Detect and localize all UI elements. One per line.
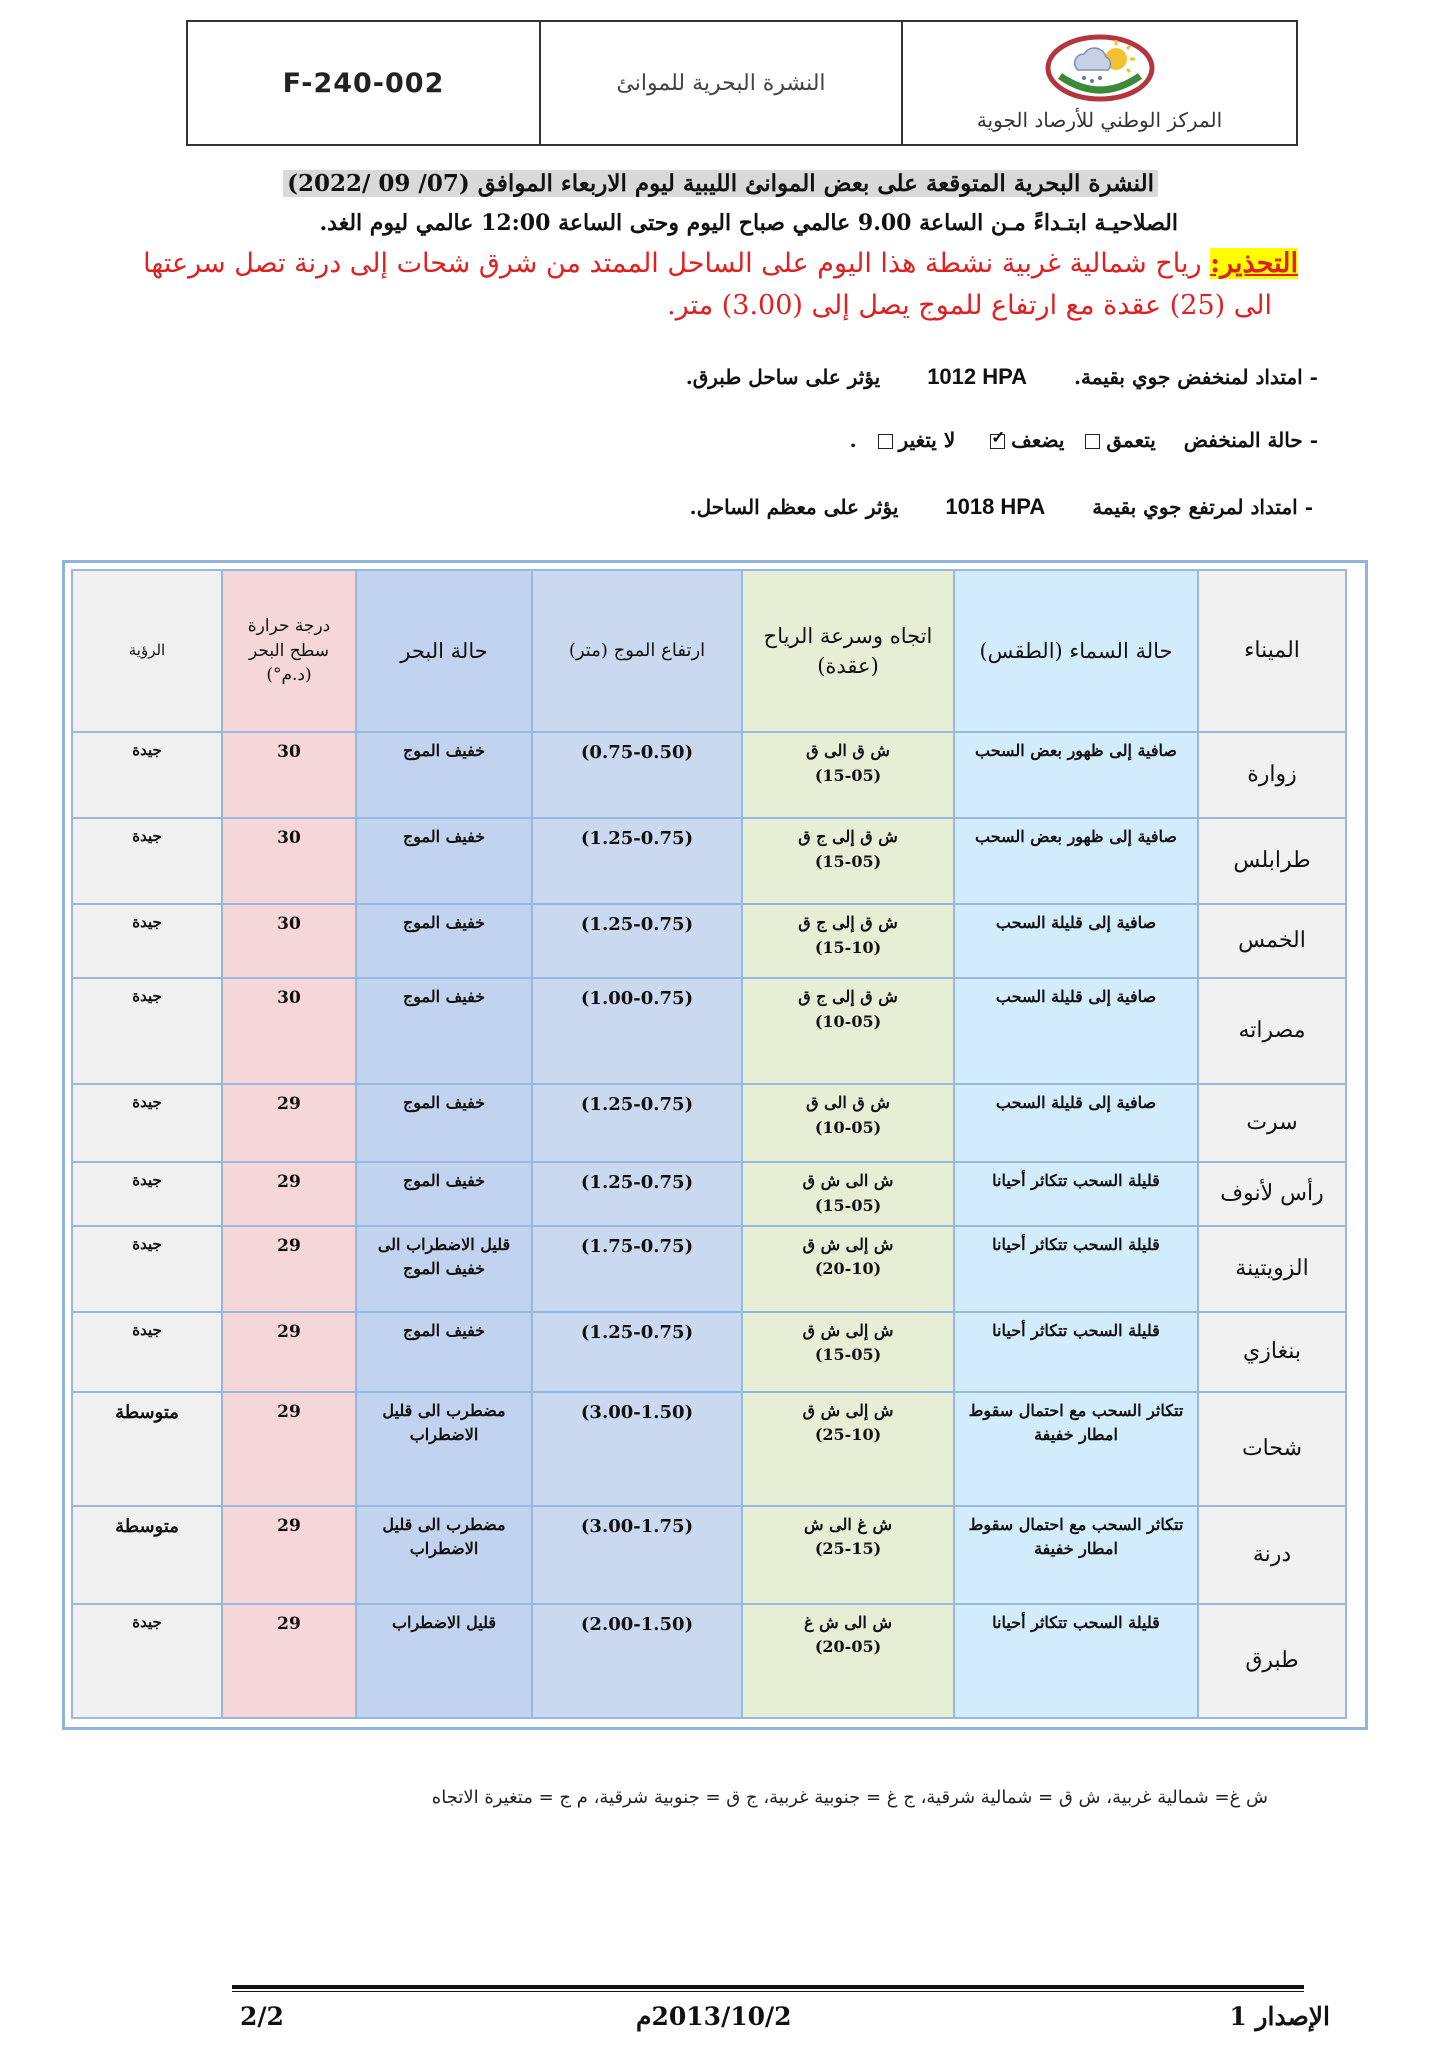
sea-temperature: 29 — [222, 1084, 356, 1162]
sea-state: خفيف الموج — [356, 732, 532, 818]
table-row — [72, 1506, 1346, 1604]
wind-speed: (20-10) — [814, 1259, 882, 1279]
low-suffix: يؤثر على ساحل طبرق. — [685, 365, 881, 389]
org-logo-icon — [1040, 34, 1160, 104]
org-cell — [901, 22, 1296, 144]
validity-line: الصلاحيـة ابتـداءً مـن الساعة 9.00 عالمي صباح اليوم وحتى الساعة 12:00 عالمي ليوم الغد. — [319, 210, 1178, 236]
wind-direction: ش ق الى ق — [806, 741, 890, 760]
table-row — [72, 1226, 1346, 1312]
wave-height: (1.75-0.75) — [580, 1235, 694, 1257]
high-value: 1018 HPA — [945, 494, 1046, 519]
sea-temperature: 29 — [222, 1226, 356, 1312]
header-sky: حالة السماء (الطقس) — [954, 570, 1198, 732]
sky-condition: صافية إلى قليلة السحب — [954, 904, 1198, 978]
visibility: جيدة — [72, 904, 222, 978]
wave-cell — [532, 1506, 742, 1604]
low-state-line — [850, 428, 1318, 452]
wave-height: (3.00-1.50) — [580, 1401, 694, 1423]
table-body — [72, 732, 1346, 1718]
port-name: رأس لأنوف — [1198, 1162, 1346, 1226]
wind-cell — [742, 732, 954, 818]
deepen-checkbox[interactable] — [1085, 434, 1100, 449]
forecast-table — [71, 569, 1347, 1719]
header-visibility: الرؤية — [72, 570, 222, 732]
wave-height: (1.25-0.75) — [580, 1321, 694, 1343]
wind-speed: (15-05) — [814, 765, 882, 785]
wind-direction: ش ق إلى ج ق — [798, 913, 898, 932]
wind-direction: ش الى ش ق — [802, 1171, 894, 1190]
table-row — [72, 732, 1346, 818]
header-port: الميناء — [1198, 570, 1346, 732]
sky-condition: قليلة السحب تتكاثر أحيانا — [954, 1604, 1198, 1718]
port-name: بنغازي — [1198, 1312, 1346, 1392]
warning-line-2: الى (25) عقدة مع ارتفاع للموج يصل إلى (3.00) متر. — [667, 290, 1272, 321]
sea-state: خفيف الموج — [356, 1084, 532, 1162]
org-name: المركز الوطني للأرصاد الجوية — [976, 108, 1223, 132]
wave-cell — [532, 1226, 742, 1312]
wind-cell — [742, 1392, 954, 1506]
visibility: متوسطة — [72, 1506, 222, 1604]
table-header-row — [72, 570, 1346, 732]
table-row — [72, 1392, 1346, 1506]
nochange-checkbox[interactable] — [878, 434, 893, 449]
port-name: الزويتينة — [1198, 1226, 1346, 1312]
sea-state: قليل الاضطراب — [356, 1604, 532, 1718]
state-weaken-label: يضعف — [1011, 428, 1065, 452]
state-deepen-label: يتعمق — [1106, 428, 1156, 452]
visibility: جيدة — [72, 732, 222, 818]
sky-condition: تتكاثر السحب مع احتمال سقوط امطار خفيفة — [954, 1392, 1198, 1506]
high-pressure-line — [690, 494, 1313, 520]
header-sea: حالة البحر — [356, 570, 532, 732]
footer-date: 2013/10/2م — [636, 2002, 792, 2031]
wind-direction: ش ق الى ق — [806, 1093, 890, 1112]
warning-line-1 — [143, 248, 1298, 279]
low-value: 1012 HPA — [927, 364, 1028, 389]
wind-speed: (10-05) — [814, 1117, 882, 1137]
wind-speed: (25-10) — [814, 1425, 882, 1445]
wind-cell — [742, 1312, 954, 1392]
footer-version: الإصدار 1 — [1229, 2002, 1330, 2031]
high-prefix: - امتداد لمرتفع جوي بقيمة — [1092, 495, 1313, 519]
wind-cell — [742, 818, 954, 904]
footer-rule — [232, 1985, 1304, 1989]
footer-page: 2/2 — [240, 2002, 284, 2031]
state-end: . — [849, 428, 857, 452]
sea-temperature: 30 — [222, 904, 356, 978]
sea-temperature: 29 — [222, 1162, 356, 1226]
visibility: جيدة — [72, 1226, 222, 1312]
wind-direction: ش إلى ش ق — [802, 1320, 894, 1340]
wave-height: (2.00-1.50) — [580, 1613, 694, 1635]
sea-state: خفيف الموج — [356, 1162, 532, 1226]
port-name: زوارة — [1198, 732, 1346, 818]
sea-state: خفيف الموج — [356, 978, 532, 1084]
wave-height: (1.25-0.75) — [580, 914, 694, 935]
sky-condition: قليلة السحب تتكاثر أحيانا — [954, 1162, 1198, 1226]
wind-cell — [742, 978, 954, 1084]
footer-rule-thin — [232, 1991, 1304, 1992]
wind-direction: ش إلى ش ق — [802, 1234, 894, 1254]
table-row — [72, 1312, 1346, 1392]
abbreviation-legend: ش غ= شمالية غربية، ش ق = شمالية شرقية، ج غ = جنوبية غربية، ج ق = جنوبية شرقية، م ج = متغيرة الاتجاه — [431, 1787, 1268, 1808]
sea-state: خفيف الموج — [356, 904, 532, 978]
visibility: جيدة — [72, 1084, 222, 1162]
table-row — [72, 1604, 1346, 1718]
doc-title: النشرة البحرية للموانئ — [539, 22, 901, 144]
sky-condition: قليلة السحب تتكاثر أحيانا — [954, 1226, 1198, 1312]
sea-temperature: 30 — [222, 978, 356, 1084]
wind-speed: (10-05) — [814, 1011, 882, 1031]
header-wave: ارتفاع الموج (متر) — [532, 570, 742, 732]
sea-state: مضطرب الى قليل الاضطراب — [356, 1392, 532, 1506]
wave-cell — [532, 732, 742, 818]
port-name: مصراته — [1198, 978, 1346, 1084]
wave-height: (1.25-0.75) — [580, 1094, 694, 1115]
weaken-checkbox[interactable] — [990, 434, 1005, 449]
wind-cell — [742, 904, 954, 978]
sky-condition: صافية إلى قليلة السحب — [954, 1084, 1198, 1162]
sky-condition: تتكاثر السحب مع احتمال سقوط امطار خفيفة — [954, 1506, 1198, 1604]
wind-cell — [742, 1084, 954, 1162]
table-row — [72, 1162, 1346, 1226]
wind-direction: ش ق إلى ج ق — [798, 827, 898, 846]
wave-height: (1.25-0.75) — [580, 1172, 694, 1193]
wind-direction: ش غ الى ش — [804, 1514, 892, 1534]
wind-speed: (15-05) — [814, 851, 882, 871]
sky-condition: قليلة السحب تتكاثر أحيانا — [954, 1312, 1198, 1392]
sky-condition: صافية إلى ظهور بعض السحب — [954, 818, 1198, 904]
table-row — [72, 904, 1346, 978]
wave-cell — [532, 1604, 742, 1718]
port-name: الخمس — [1198, 904, 1346, 978]
form-code: F-240-002 — [282, 67, 445, 99]
wind-direction: ش إلى ش ق — [802, 1400, 894, 1420]
bulletin-title: النشرة البحرية المتوقعة على بعض الموانئ الليبية ليوم الاربعاء الموافق (07/ 09 /2022) — [283, 170, 1158, 197]
visibility: جيدة — [72, 1162, 222, 1226]
wave-cell — [532, 904, 742, 978]
visibility: جيدة — [72, 1312, 222, 1392]
forecast-table-frame — [62, 560, 1368, 1730]
port-name: شحات — [1198, 1392, 1346, 1506]
wind-cell — [742, 1506, 954, 1604]
visibility: متوسطة — [72, 1392, 222, 1506]
low-pressure-line — [686, 364, 1318, 390]
wind-cell — [742, 1226, 954, 1312]
sea-temperature: 29 — [222, 1604, 356, 1718]
sky-condition: صافية إلى ظهور بعض السحب — [954, 732, 1198, 818]
wave-cell — [532, 978, 742, 1084]
sea-temperature: 29 — [222, 1506, 356, 1604]
sea-temperature: 30 — [222, 818, 356, 904]
sea-state: مضطرب الى قليل الاضطراب — [356, 1506, 532, 1604]
sea-temperature: 29 — [222, 1392, 356, 1506]
port-name: درنة — [1198, 1506, 1346, 1604]
header-wind: اتجاه وسرعة الرياح (عقدة) — [742, 570, 954, 732]
table-row — [72, 1084, 1346, 1162]
wave-cell — [532, 1312, 742, 1392]
sea-temperature: 30 — [222, 732, 356, 818]
wave-cell — [532, 1162, 742, 1226]
wind-speed: (20-05) — [814, 1637, 882, 1657]
warning-label: التحذير: — [1210, 248, 1298, 279]
wind-cell — [742, 1604, 954, 1718]
header-temp: درجة حرارة سطح البحر (د.م°) — [222, 570, 356, 732]
visibility: جيدة — [72, 978, 222, 1084]
wave-cell — [532, 818, 742, 904]
low-prefix: - امتداد لمنخفض جوي بقيمة. — [1074, 365, 1318, 389]
port-name: سرت — [1198, 1084, 1346, 1162]
port-name: طرابلس — [1198, 818, 1346, 904]
wind-cell — [742, 1162, 954, 1226]
visibility: جيدة — [72, 1604, 222, 1718]
table-row — [72, 978, 1346, 1084]
wind-speed: (15-10) — [814, 937, 882, 957]
sea-state: قليل الاضطراب الى خفيف الموج — [356, 1226, 532, 1312]
wind-speed: (15-05) — [814, 1345, 882, 1365]
sky-condition: صافية إلى قليلة السحب — [954, 978, 1198, 1084]
wind-speed: (25-15) — [814, 1539, 882, 1559]
table-row — [72, 818, 1346, 904]
port-name: طبرق — [1198, 1604, 1346, 1718]
wave-height: (0.75-0.50) — [580, 742, 694, 763]
wave-cell — [532, 1084, 742, 1162]
state-prefix: - حالة المنخفض — [1183, 428, 1318, 452]
wind-direction: ش الى ش غ — [804, 1612, 892, 1632]
wave-height: (1.00-0.75) — [580, 988, 694, 1009]
sea-temperature: 29 — [222, 1312, 356, 1392]
wind-speed: (15-05) — [814, 1195, 882, 1215]
sea-state: خفيف الموج — [356, 1312, 532, 1392]
document-header — [186, 20, 1298, 146]
wave-height: (1.25-0.75) — [580, 828, 694, 849]
wave-cell — [532, 1392, 742, 1506]
high-suffix: يؤثر على معظم الساحل. — [689, 495, 899, 519]
visibility: جيدة — [72, 818, 222, 904]
wind-direction: ش ق إلى ج ق — [798, 987, 898, 1006]
warning-text-1: رياح شمالية غربية نشطة هذا اليوم على الساحل الممتد من شرق شحات إلى درنة تصل سرعتها — [143, 248, 1211, 279]
wave-height: (3.00-1.75) — [580, 1515, 694, 1537]
state-nochange-label: لا يتغير — [898, 428, 956, 452]
sea-state: خفيف الموج — [356, 818, 532, 904]
